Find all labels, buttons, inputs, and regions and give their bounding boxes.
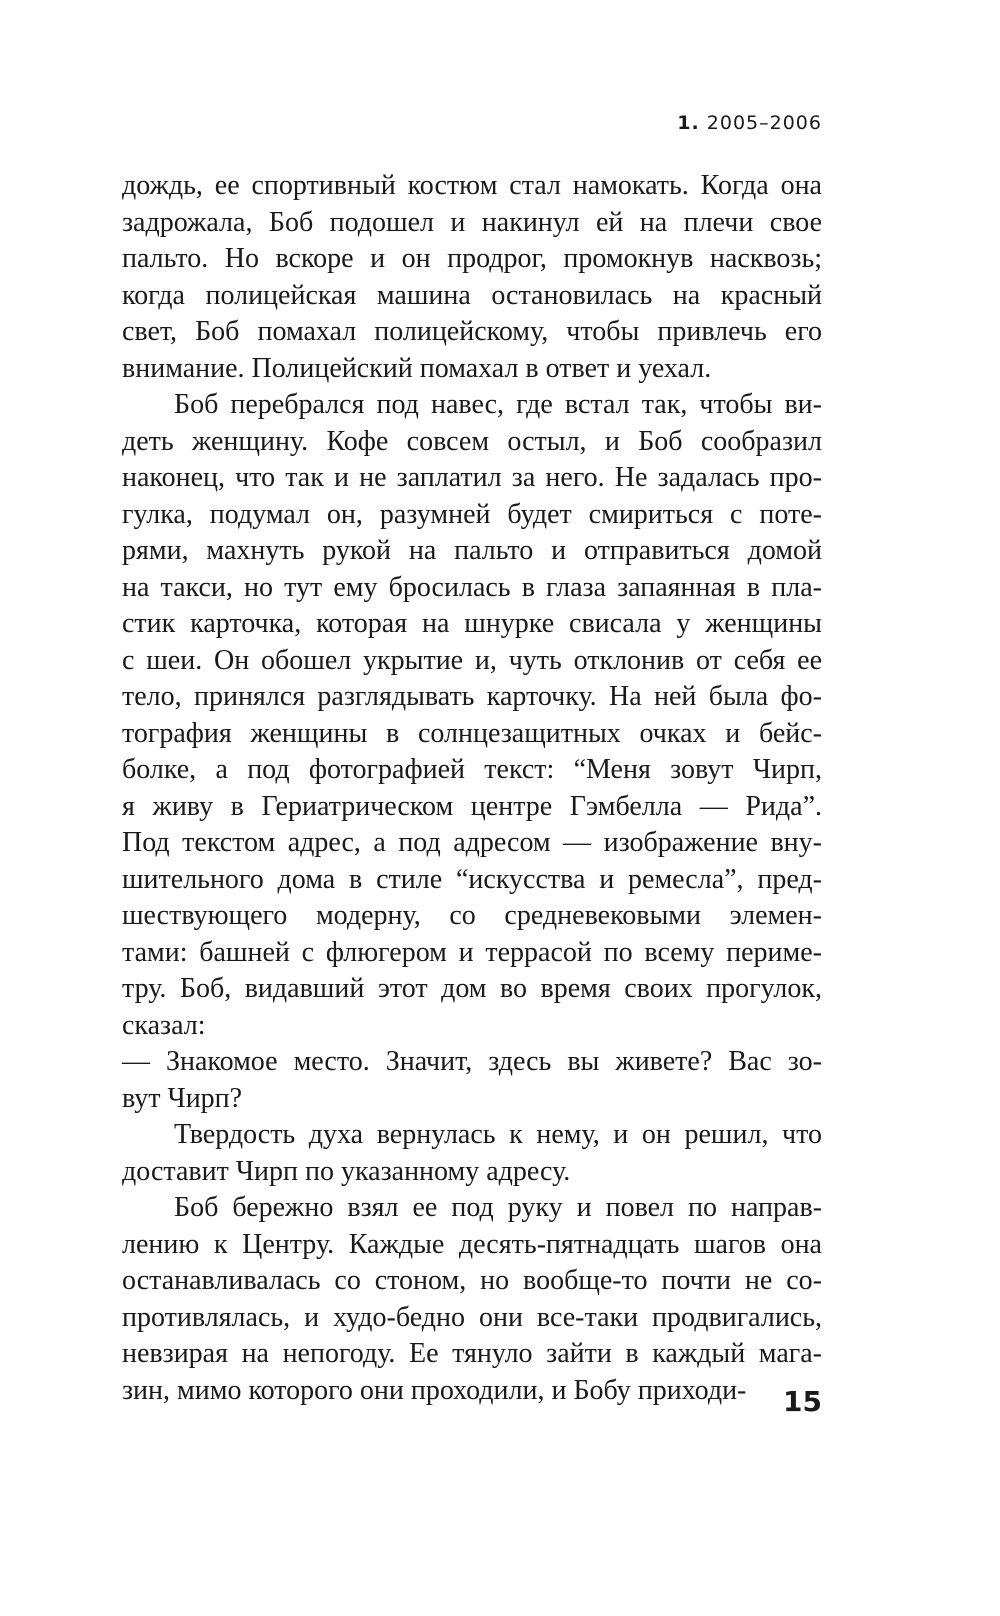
text-line: пальто. Но вскоре и он продрог, промокнув насквозь; xyxy=(122,243,822,274)
text-line: задрожала, Боб подошел и накинул ей на плечи свое xyxy=(122,206,822,238)
text-line: лению к Центру. Каждые десять-пятнадцать шагов она xyxy=(122,1228,822,1260)
text-line: тело, принялся разглядывать карточку. На ней была фо- xyxy=(122,681,822,712)
body-text xyxy=(122,168,822,1409)
text-line: наконец, что так и не заплатил за него. Не задалась про- xyxy=(122,462,822,493)
text-line: Боб перебрался под навес, где встал так, чтобы ви- xyxy=(174,389,822,420)
text-line: на такси, но тут ему бросилась в глаза запаянная в пла- xyxy=(122,571,822,603)
text-line: дождь, ее спортивный костюм стал намокать. Когда она xyxy=(122,170,822,201)
text-line: болке, а под фотографией текст: “Меня зовут Чирп, xyxy=(122,754,822,785)
page-number: 15 xyxy=(783,1385,822,1418)
text-line: свет, Боб помахал полицейскому, чтобы привлечь его xyxy=(122,316,822,347)
text-line: тами: башней с флюгером и террасой по всему периме- xyxy=(122,936,822,968)
running-head xyxy=(677,112,822,134)
text-line: Твердость духа вернулась к нему, и он решил, что xyxy=(174,1119,822,1150)
text-line: останавливалась со стоном, но вообще-то почти не со- xyxy=(122,1265,822,1296)
text-line: деть женщину. Кофе совсем остыл, и Боб сообразил xyxy=(122,425,822,457)
text-line: тография женщины в солнцезащитных очках и бейс- xyxy=(122,717,822,749)
text-line: рями, махнуть рукой на пальто и отправиться домой xyxy=(122,535,822,566)
text-line: когда полицейская машина остановилась на красный xyxy=(122,279,822,311)
text-line: с шеи. Он обошел укрытие и, чуть отклонив от себя ее xyxy=(122,644,822,676)
text-line: я живу в Гериатрическом центре Гэмбелла — Рида”. xyxy=(122,790,822,822)
text-line: зин, мимо которого они проходили, и Бобу приходи- xyxy=(122,1374,747,1406)
text-line: — Знакомое место. Значит, здесь вы живете? Вас зо- xyxy=(122,1046,822,1077)
text-line: Боб бережно взял ее под руку и повел по направ- xyxy=(174,1192,822,1223)
text-line: сказал: xyxy=(122,1009,206,1041)
text-line: шительного дома в стиле “искусства и ремесла”, пред- xyxy=(122,863,822,895)
text-line: стик карточка, которая на шнурке свисала у женщины xyxy=(122,608,822,639)
text-line: невзирая на непогоду. Ее тянуло зайти в каждый мага- xyxy=(122,1338,822,1369)
text-line: шествующего модерну, со средневековыми элемен- xyxy=(122,900,822,931)
text-line: тру. Боб, видавший этот дом во время своих прогулок, xyxy=(122,973,822,1004)
text-line: противлялась, и худо-бедно они все-таки продвигались, xyxy=(122,1301,822,1333)
text-line: внимание. Полицейский помахал в ответ и уехал. xyxy=(122,352,712,384)
text-line: доставит Чирп по указанному адресу. xyxy=(122,1155,571,1187)
text-line: Под текстом адрес, а под адресом — изображение вну- xyxy=(122,827,822,858)
chapter-number: 1. xyxy=(677,112,700,134)
text-line: вут Чирп? xyxy=(122,1082,243,1114)
chapter-title: 2005–2006 xyxy=(706,112,822,134)
text-line: гулка, подумал он, разумней будет смириться с поте- xyxy=(122,498,822,530)
